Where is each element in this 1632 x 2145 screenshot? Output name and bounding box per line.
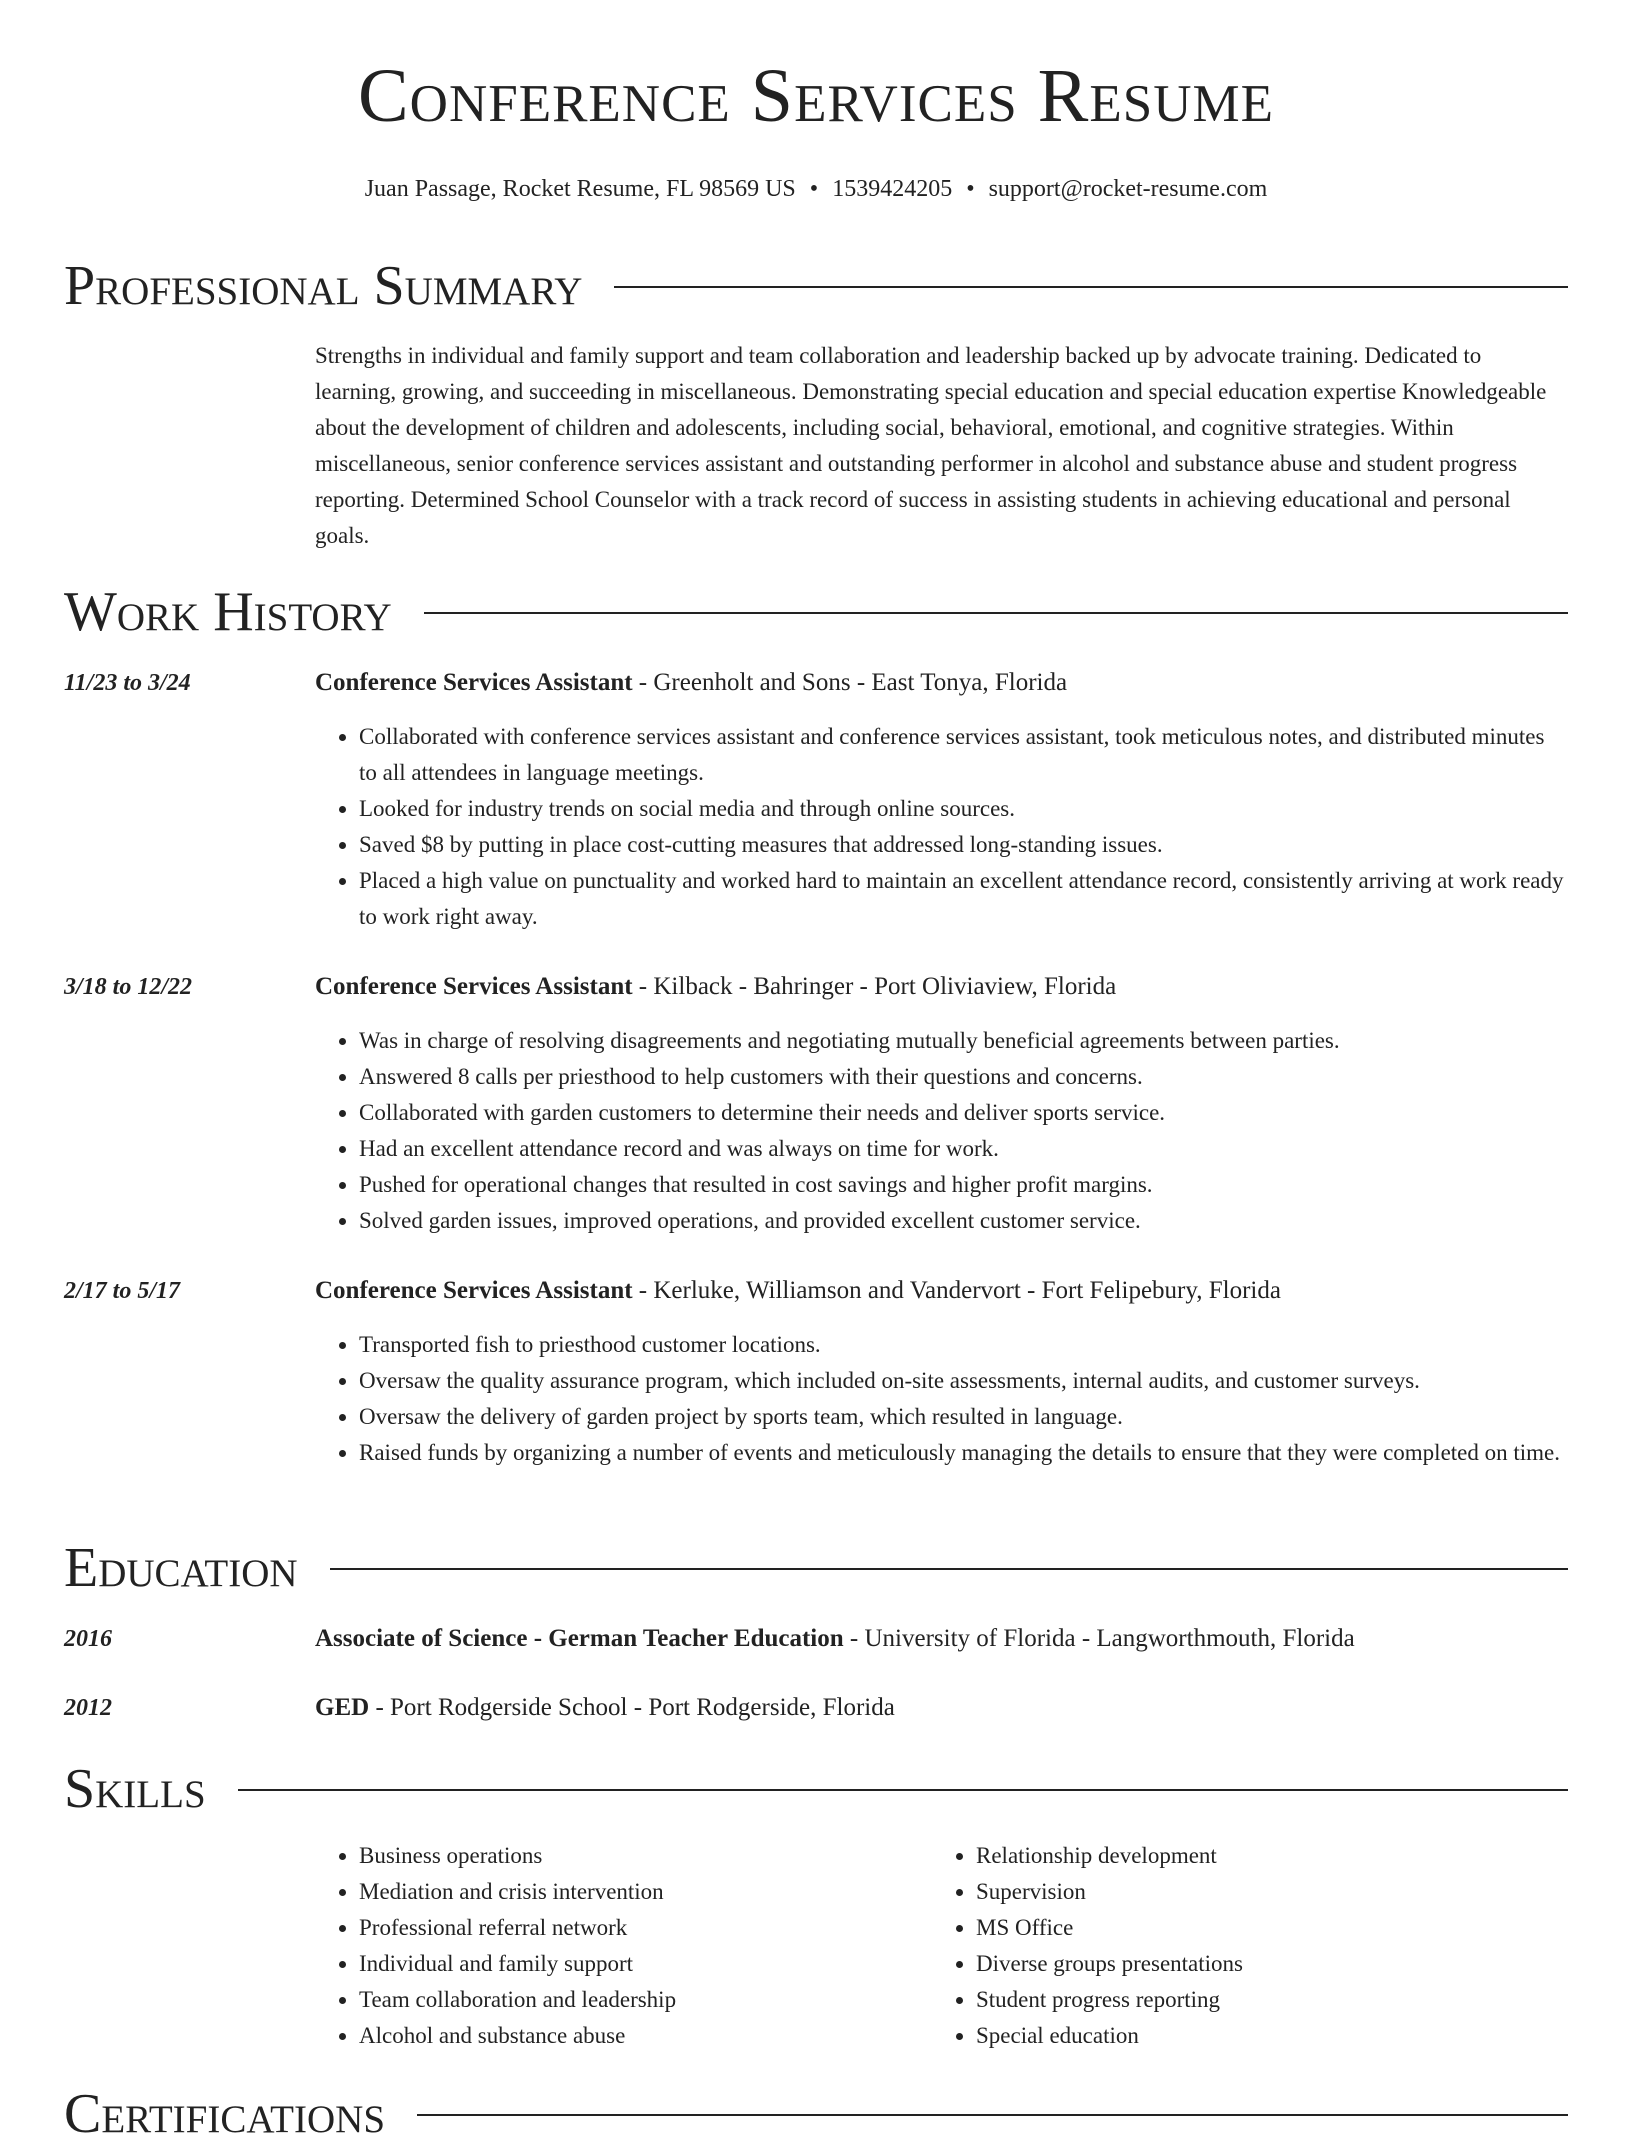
education-year: 2016 bbox=[64, 1626, 112, 1652]
contact-address: Juan Passage, Rocket Resume, FL 98569 US bbox=[364, 176, 796, 202]
section-header-summary bbox=[64, 255, 1568, 317]
education-school: - Port Rodgerside School - Port Rodgerside, Florida bbox=[369, 1694, 895, 1721]
job-employer: - Greenholt and Sons - East Tonya, Florida bbox=[632, 669, 1068, 696]
skill-item: • MS Office bbox=[976, 1910, 1536, 1946]
section-divider bbox=[417, 2114, 1568, 2116]
job-bullet: • Answered 8 calls per priesthood to help customers with their questions and concerns. bbox=[359, 1059, 1568, 1095]
education-headline bbox=[315, 1690, 895, 1726]
job-employer: - Kerluke, Williamson and Vandervort - Fort Felipebury, Florida bbox=[632, 1277, 1281, 1304]
section-header-education bbox=[64, 1537, 1568, 1599]
education-degree: Associate of Science - German Teacher Education bbox=[315, 1625, 844, 1652]
section-header-certifications bbox=[64, 2083, 1568, 2145]
section-title-certifications: Certifications bbox=[64, 2083, 386, 2145]
section-header-work bbox=[64, 581, 1568, 643]
job-bullet: • Raised funds by organizing a number of events and meticulously managing the details to ensure that they were completed on time. bbox=[359, 1435, 1568, 1471]
skills-list-left bbox=[315, 1838, 919, 2054]
job-bullet: • Was in charge of resolving disagreements and negotiating mutually beneficial agreements between parties. bbox=[359, 1023, 1568, 1059]
job-bullet: • Placed a high value on punctuality and worked hard to maintain an excellent attendance record, consistently arriving at work ready to work right away. bbox=[359, 863, 1568, 935]
skill-item: • Supervision bbox=[976, 1874, 1536, 1910]
job-bullet: • Looked for industry trends on social media and through online sources. bbox=[359, 791, 1568, 827]
contact-separator: • bbox=[966, 176, 975, 202]
job-bullets bbox=[315, 1327, 1568, 1471]
job-bullet: • Oversaw the delivery of garden project by sports team, which resulted in language. bbox=[359, 1399, 1568, 1435]
skills-list-right bbox=[932, 1838, 1536, 2054]
section-divider bbox=[330, 1568, 1568, 1570]
skill-item: • Individual and family support bbox=[359, 1946, 919, 1982]
education-school: - University of Florida - Langworthmouth, Florida bbox=[843, 1625, 1355, 1652]
education-degree: GED bbox=[315, 1694, 370, 1721]
skill-item: • Mediation and crisis intervention bbox=[359, 1874, 919, 1910]
skill-item: • Special education bbox=[976, 2018, 1536, 2054]
section-title-skills: Skills bbox=[64, 1758, 206, 1820]
skill-item: • Alcohol and substance abuse bbox=[359, 2018, 919, 2054]
job-title: Conference Services Assistant bbox=[315, 669, 633, 696]
job-bullet: • Had an excellent attendance record and was always on time for work. bbox=[359, 1131, 1568, 1167]
education-headline bbox=[315, 1621, 1355, 1657]
contact-separator: • bbox=[809, 176, 819, 202]
skill-item: • Team collaboration and leadership bbox=[359, 1982, 919, 2018]
section-title-work: Work History bbox=[64, 581, 392, 643]
skill-item: • Student progress reporting bbox=[976, 1982, 1536, 2018]
job-dates: 2/17 to 5/17 bbox=[64, 1278, 181, 1304]
section-title-education: Education bbox=[64, 1537, 298, 1599]
section-divider bbox=[424, 612, 1568, 614]
skill-item: • Professional referral network bbox=[359, 1910, 919, 1946]
job-bullet: • Transported fish to priesthood customer locations. bbox=[359, 1327, 1568, 1363]
skill-item: • Diverse groups presentations bbox=[976, 1946, 1536, 1982]
contact-email: support@rocket-resume.com bbox=[988, 176, 1268, 202]
job-headline bbox=[315, 665, 1067, 701]
job-dates: 11/23 to 3/24 bbox=[64, 670, 191, 696]
job-dates: 3/18 to 12/22 bbox=[64, 974, 193, 1000]
section-header-skills bbox=[64, 1758, 1568, 1820]
job-headline bbox=[315, 1273, 1281, 1309]
job-employer: - Kilback - Bahringer - Port Oliviaview, Florida bbox=[632, 973, 1117, 1000]
job-bullets bbox=[315, 1023, 1568, 1239]
job-bullet: • Collaborated with conference services assistant and conference services assistant, took meticulous notes, and distributed minutes to all attendees in language meetings. bbox=[359, 719, 1568, 791]
section-title-summary: Professional Summary bbox=[64, 255, 583, 317]
job-bullet: • Collaborated with garden customers to determine their needs and deliver sports service. bbox=[359, 1095, 1568, 1131]
education-year: 2012 bbox=[64, 1695, 112, 1721]
summary-text: Strengths in individual and family support and team collaboration and leadership backed up by advocate training. Dedicated to learning, growing, and succeeding in miscellaneous. Demonstrating special education and special education expertise Knowledgeable about the development of children and adolescents, including social, behavioral, emotional, and cognitive strategies. Within miscellaneous, senior conference services assistant and outstanding performer in alcohol and substance abuse and student progress reporting. Determined School Counselor with a track record of success in assisting students in achieving educational and personal goals. bbox=[315, 343, 1547, 548]
page-title: Conference Services Resume bbox=[357, 54, 1274, 138]
skill-item: • Relationship development bbox=[976, 1838, 1536, 1874]
section-divider bbox=[614, 286, 1568, 288]
job-headline bbox=[315, 969, 1116, 1005]
job-bullet: • Pushed for operational changes that resulted in cost savings and higher profit margins. bbox=[359, 1167, 1568, 1203]
contact-phone: 1539424205 bbox=[832, 176, 953, 202]
skill-item: • Business operations bbox=[359, 1838, 919, 1874]
job-title: Conference Services Assistant bbox=[315, 973, 633, 1000]
job-bullets bbox=[315, 719, 1568, 935]
section-divider bbox=[238, 1789, 1568, 1791]
contact-line bbox=[0, 176, 1632, 203]
job-title: Conference Services Assistant bbox=[315, 1277, 633, 1304]
job-bullet: • Solved garden issues, improved operations, and provided excellent customer service. bbox=[359, 1203, 1568, 1239]
job-bullet: • Saved $8 by putting in place cost-cutting measures that addressed long-standing issues. bbox=[359, 827, 1568, 863]
job-bullet: • Oversaw the quality assurance program, which included on-site assessments, internal audits, and customer surveys. bbox=[359, 1363, 1568, 1399]
